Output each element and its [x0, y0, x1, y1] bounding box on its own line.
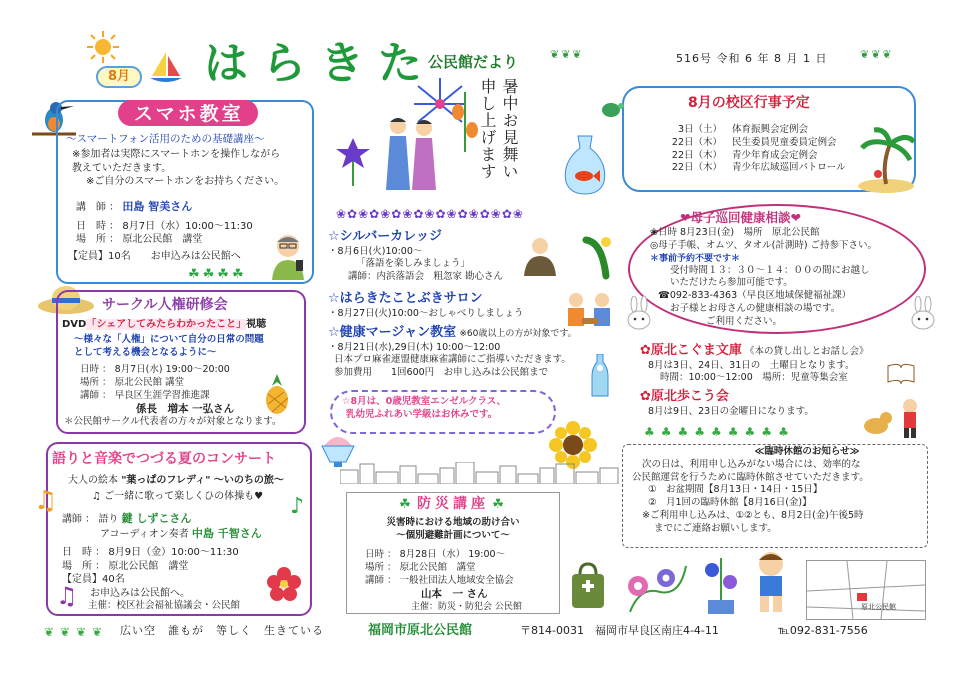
- mahjong-header: [328, 324, 588, 342]
- schedule-event: 体育振興会定例会: [732, 124, 809, 135]
- book-title: "葉っぱのフレディ" ～いのちの旅～: [121, 475, 284, 486]
- theme-line: ～様々な「人権」について自分の日常の問題: [74, 334, 264, 345]
- health-line: ❀日時 8月23日(金) 場所 原北公民館: [650, 226, 820, 238]
- lecturer-row: [365, 575, 514, 588]
- notice-line: ☆8月は、0歳児教室エンゼルクラス、: [342, 396, 507, 407]
- morning-glory-icon: [620, 556, 690, 614]
- place-label: 場所 ：: [365, 561, 397, 573]
- mahjong-desc: 日本プロ麻雀連盟健康麻雀講師にご指導いただきます。: [334, 354, 571, 366]
- schedule-event: 青少年育成会定例会: [732, 149, 818, 161]
- lecturer-name: 山本 一 さん: [421, 588, 488, 601]
- smartphone-details: [76, 200, 253, 247]
- mahjong-title: ☆健康マージャン教室: [328, 325, 457, 340]
- desc-line: ※ご自分のスマートホンをお持ちください。: [86, 176, 285, 187]
- closure-note: までにご連絡お願いします。: [654, 522, 777, 534]
- silver-title: ☆シルバーカレッジ: [328, 229, 443, 244]
- closure-item: ① お盆期間【8月13日・14日・15日】: [648, 484, 823, 496]
- narrator-row: [62, 512, 262, 527]
- music-note-icon: ♫: [56, 582, 78, 610]
- place-row: [365, 562, 514, 575]
- cityscape-decoration: [340, 462, 620, 484]
- theme-line: 災害時における地域の助け合い: [386, 517, 520, 528]
- smartphone-user-icon: [266, 230, 310, 280]
- narrator-name: 鍵 しずこさん: [121, 512, 192, 525]
- bousai-title: 防災講座: [417, 496, 489, 512]
- walking-club: [640, 388, 880, 418]
- bunko-header: [640, 342, 900, 360]
- narrator-role: 語り: [98, 514, 119, 525]
- closure-title: ≪臨時休館のお知らせ≫: [754, 446, 860, 457]
- vine-divider: ❀✿❀✿❀✿❀✿❀✿❀✿❀✿❀✿❀: [336, 207, 524, 221]
- date-value: 8月9日（金）10:00～11:30: [108, 547, 239, 558]
- music-note-icon: ♪: [290, 494, 305, 519]
- notice-line: 乳幼児ふれあい学級はお休みです。: [346, 408, 498, 420]
- walk-line: 8月は9日、23日の金曜日になります。: [648, 405, 814, 417]
- circle-details: [80, 364, 234, 417]
- lecturer-org: 一般社団法人地域安全協会: [399, 574, 514, 586]
- health-line: 受付時間１３：３０～１４：００の間にお越し: [670, 264, 870, 276]
- theme-line: として考える機会となるように～: [74, 346, 217, 358]
- walker-dog-icon: [860, 398, 926, 438]
- clover-icon: ☘: [399, 497, 414, 512]
- apply-row: お申込みは公民館へ。: [90, 587, 190, 599]
- schedule-list: [660, 124, 846, 175]
- child-icon: [746, 548, 796, 614]
- schedule-event: 民生委員児童委員定例会: [732, 136, 837, 148]
- date-row: [80, 364, 234, 377]
- place-label: 場 所 ：: [62, 560, 106, 572]
- place-row: [80, 377, 234, 390]
- health-line: ご利用ください。: [706, 315, 783, 327]
- accordion-row: [62, 527, 262, 542]
- mahjong-fee: 参加費用 1回600円 お申し込みは公民館まで: [334, 367, 549, 379]
- closure-line: 公民館運営を行うために臨時休館させていただきます。: [632, 471, 869, 483]
- closure-content: [632, 446, 922, 536]
- lecturer-org: 早良区生涯学習推進課: [114, 389, 210, 401]
- ramune-bottle-icon: [590, 354, 610, 398]
- rabbit-icon: [908, 296, 938, 330]
- date-row: [62, 546, 239, 560]
- newsletter-title: はらきた: [204, 38, 436, 89]
- closure-notice-text: [342, 396, 506, 422]
- lecturer-name: 係長 増本 一弘さん: [136, 403, 235, 416]
- map-label: 原北公民館: [861, 603, 896, 611]
- footer-address: 〒814-0031 福岡市早良区南庄4-4-11: [520, 624, 719, 637]
- closure-note: ※ご利用申し込みは、①②とも、8月2日(金)午後5時: [642, 510, 864, 522]
- lecturer-label: 講師 ：: [62, 514, 96, 525]
- vine-decoration: ❦❦❦: [860, 48, 894, 61]
- place-value: 原北公民館 講堂: [114, 376, 185, 388]
- date-row: [76, 220, 253, 234]
- date-value: 8月28日（水） 19:00～: [399, 549, 506, 560]
- sailboat-icon: [146, 48, 186, 88]
- vine-decoration: ❦❦❦: [550, 48, 584, 61]
- lecturer-label: 講 師 ：: [76, 202, 120, 213]
- circle-dvd: [62, 318, 266, 332]
- summer-greeting: [476, 78, 536, 196]
- schedule-item: [660, 137, 846, 150]
- footer-vine: ❦❦❦❦: [44, 625, 109, 639]
- silver-date: ・8月6日(火)10:00～: [328, 245, 423, 257]
- health-line: いただけたら参加可能です。: [670, 277, 793, 289]
- place-value: 原北公民館 講堂: [122, 234, 203, 246]
- book-prefix: 大人の絵本: [68, 475, 118, 486]
- place-row: [62, 560, 239, 574]
- bousai-theme: [347, 517, 559, 543]
- footer-tel: ℡092-831-7556: [778, 624, 868, 637]
- concert-sing: ♫ ご一緒に歌って楽しくひの体操も♥: [92, 491, 264, 502]
- kimono-couple-icon: [378, 112, 444, 190]
- health-reserve: ＊事前予約不要です＊: [650, 253, 741, 264]
- greeting-text: 暑中お見舞い申し上げます: [478, 78, 519, 180]
- closure-line: 次の日は、利用申し込みがない場合には、効率的な: [642, 458, 861, 470]
- date-label: 日 時 ：: [76, 220, 120, 232]
- sun-icon: [86, 30, 120, 64]
- bousai-section: [346, 492, 560, 614]
- smartphone-subtitle: ～スマートフォン活用のための基礎講座～: [66, 133, 265, 145]
- date-label: 日時 ：: [365, 549, 397, 560]
- schedule-item: [660, 124, 846, 137]
- date-value: 8月7日(水) 19:00～20:00: [114, 364, 230, 375]
- circle-note: ＊公民館サークル代表者の方々が対象となります。: [64, 416, 282, 427]
- kotobuki-salon: [328, 290, 568, 320]
- walk-title: ✿原北歩こう会: [640, 389, 729, 404]
- place-label: 場所 ：: [80, 376, 112, 388]
- health-title: ❤母子巡回健康相談❤: [680, 210, 801, 225]
- concert-host: 主催：校区社会福祉協議会・公民館: [88, 600, 241, 611]
- lecturer-label: 講師 ：: [80, 389, 112, 401]
- month-badge: 8月: [96, 66, 142, 88]
- emergency-bag-icon: [568, 560, 608, 610]
- dvd-suffix: 視聴: [246, 319, 267, 330]
- desc-line: 教えていただきます。: [72, 162, 172, 174]
- clover-decoration: ☘☘☘☘: [188, 267, 247, 282]
- accordion-role: アコーディオン奏者: [100, 528, 189, 540]
- sea-turtle-icon: [596, 94, 626, 124]
- health-line: ◎母子手帳、オムツ、タオル(計測時) ご持参下さい。: [650, 239, 878, 251]
- capacity-row: 【定員】40名: [62, 574, 125, 585]
- health-phone: ☎092-833-4363（早良区地域保健福祉課）: [658, 290, 852, 302]
- newsletter-subtitle: 公民館だより: [428, 53, 519, 71]
- lecturer-label: 講師 ：: [365, 574, 397, 586]
- books-icon: [886, 362, 916, 384]
- circle-title: サークル人権研修会: [102, 297, 228, 313]
- closure-item: ② 月1回の臨時休館【8月16日(金)】: [648, 497, 812, 509]
- schedule-day: 22日（木）: [671, 149, 722, 161]
- bunko-title: ✿原北こぐま文庫: [640, 343, 742, 358]
- lecturer-row: [76, 200, 253, 215]
- footer-motto: 広い空 誰もが 等しく 生きている: [120, 624, 324, 637]
- health-content: [650, 210, 900, 329]
- music-note-icon: ♫: [34, 486, 58, 516]
- lecturer-row: [80, 390, 234, 403]
- dvd-title: 「シェアしてみたらわかったこと」: [86, 319, 247, 330]
- pineapple-icon: [262, 372, 292, 416]
- smartphone-title: スマホ教室: [134, 103, 244, 125]
- place-label: 場 所 ：: [76, 234, 120, 246]
- date-label: 日 時 ：: [62, 547, 106, 558]
- kotobuki-date: ・8月27日(火)10:00～おしゃべりしましょう: [328, 307, 524, 319]
- place-value: 原北公民館 講堂: [399, 561, 476, 573]
- rabbit-icon: [624, 296, 654, 330]
- concert-book: [68, 474, 284, 488]
- hibiscus-icon: [266, 566, 302, 602]
- mahjong-class: [328, 324, 588, 380]
- kogma-bunko: [640, 342, 900, 385]
- schedule-item: [660, 150, 846, 163]
- accordion-name: 中島 千智さん: [191, 526, 262, 540]
- rakugo-icon: [520, 236, 560, 276]
- schedule-day: 22日（木）: [671, 136, 722, 148]
- palm-island-icon: [856, 124, 916, 194]
- bellflower-icon: [336, 136, 370, 186]
- concert-title: 語りと音楽でつづる夏のコンサート: [52, 451, 276, 467]
- bousai-details: [365, 549, 514, 602]
- bousai-title-row: [347, 495, 559, 514]
- schedule-day: 3日（土）: [677, 124, 722, 135]
- mahjong-note: ※60歳以上の方が対象です。: [459, 329, 577, 339]
- date-label: 日時 ：: [80, 364, 112, 375]
- location-map: [806, 560, 926, 620]
- date-value: 8月7日（水）10:00～11:30: [122, 220, 253, 232]
- schedule-title: 8月の校区行事予定: [688, 95, 810, 111]
- silver-topic: 「落語を楽しみましょう」: [356, 258, 471, 270]
- silver-lecturer: 講師：内浜落語会 粗忽家 勘心さん: [348, 271, 504, 283]
- dvd-prefix: DVD: [62, 319, 87, 330]
- date-row: [365, 549, 514, 562]
- cucumber-icon: [580, 234, 614, 280]
- clover-icon: ☘: [492, 497, 507, 512]
- lecturer-name: 田島 智美さん: [122, 200, 193, 213]
- issue-number: 516号 令和 6 年 8 月 1 日: [676, 52, 828, 65]
- concert-details: [62, 546, 239, 600]
- footer-name: 福岡市原北公民館: [368, 623, 473, 638]
- circle-theme: [74, 334, 264, 360]
- concert-lecturers: [62, 512, 262, 542]
- smartphone-capacity: 【定員】10名 お申込みは公民館へ: [68, 251, 241, 262]
- desc-line: ※参加者は実際にスマートホンを操作しながら: [72, 149, 281, 160]
- smartphone-desc: [72, 148, 284, 189]
- place-row: [76, 233, 253, 247]
- plant-pot-icon: [698, 554, 744, 614]
- schedule-day: 22日（木）: [671, 162, 722, 174]
- mahjong-date: ・8月21日(水),29日(木) 10:00～12:00: [328, 341, 501, 353]
- health-line: お子様とお母さんの健康相談の場です。: [670, 303, 841, 315]
- schedule-event: 青少年広域巡回パトロール: [732, 162, 846, 174]
- theme-line: ～個別避難計画について～: [396, 529, 510, 541]
- kotobuki-title: ☆はらきたことぶきサロン: [328, 291, 483, 306]
- bousai-host: 主催：防災・防犯会 公民館: [411, 602, 522, 612]
- bunko-sub: 《本の貸し出しとお話し会》: [744, 346, 869, 357]
- bunko-line: 8月は3日、24日、31日の 土曜日となります。: [648, 359, 855, 371]
- place-value: 原北公民館 講堂: [108, 560, 189, 572]
- sprout-decoration: ♣♣♣♣♣♣♣♣♣: [644, 425, 795, 439]
- goldfish-bag-icon: [560, 132, 610, 196]
- schedule-item: [660, 162, 846, 175]
- bunko-line: 時間：10:00～12:00 場所：児童等集会室: [660, 372, 848, 384]
